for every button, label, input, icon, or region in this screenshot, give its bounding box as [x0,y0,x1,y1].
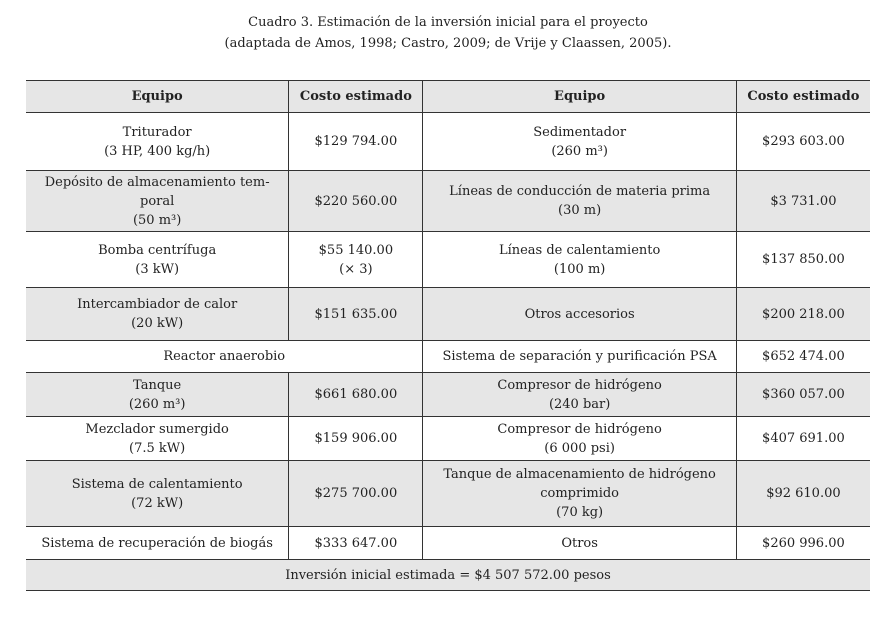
cost-cell: $220 560.00 [289,171,423,232]
cost-cell: $3 731.00 [736,171,870,232]
equipment-cell [26,288,289,341]
cell-text-line: Tanque [133,377,182,393]
equipment-cell [26,232,289,288]
equipment-cell: Otros accesorios [423,288,736,341]
cell-text-line: (70 kg) [556,505,604,520]
cell-text-line: (3 kW) [135,261,180,277]
equipment-cell [26,171,289,232]
cell-text-line: (× 3) [339,261,373,277]
cell-text-line: comprimido [540,486,620,501]
cell-text-line: Tanque de almacenamiento de hidrógeno [443,467,716,482]
cost-cell: $293 603.00 [736,113,870,171]
cell-text-line: Depósito de almacenamiento tem- [44,174,270,190]
cell-text-line: Líneas de conducción de materia prima [449,184,711,199]
table-row [26,341,870,373]
cell-text-line: poral [140,193,175,209]
cell-text-line: (260 m³) [128,396,186,412]
cell-text-line: (20 kW) [131,316,184,331]
total-investment: Inversión inicial estimada = $4 507 572.00 pesos [26,560,870,591]
equipment-cell [26,113,289,171]
table-row [26,417,870,461]
header-equipo: Equipo [26,81,289,113]
table-row [26,113,870,171]
equipment-cell [423,232,736,288]
header-costo-2: Costo estimado [736,81,870,113]
cell-text-line: (6 000 psi) [544,440,615,456]
cell-text-line: (100 m) [553,261,606,277]
equipment-cell [26,461,289,527]
cell-text-line: Mezclador sumergido [85,421,229,437]
header-equipo-2: Equipo [423,81,736,113]
section-label: Reactor anaerobio [26,341,423,373]
cost-cell: $200 218.00 [736,288,870,341]
table-caption [0,12,896,54]
cell-text-line: Sistema de calentamiento [71,476,243,492]
cost-cell: $407 691.00 [736,417,870,461]
cell-text-line: Compresor de hidrógeno [497,377,662,393]
equipment-cell [26,417,289,461]
cell-text-line: (240 bar) [548,396,611,412]
equipment-cell [423,373,736,417]
cell-text-line: (50 m³) [132,212,182,228]
equipment-cell: Otros [423,527,736,560]
cost-cell: $260 996.00 [736,527,870,560]
cell-text-line: Intercambiador de calor [77,297,238,312]
equipment-cell [423,417,736,461]
cell-text-line: (3 HP, 400 kg/h) [104,143,211,159]
equipment-cell: Sistema de recuperación de biogás [26,527,289,560]
cell-text-line: Líneas de calentamiento [498,242,661,258]
table-row [26,232,870,288]
cell-text-line: Triturador [122,124,192,140]
cell-text-line: (30 m) [558,203,602,218]
table-row [26,288,870,341]
cell-text-line: (7.5 kW) [129,440,186,456]
cost-cell: $151 635.00 [289,288,423,341]
cost-cell: $92 610.00 [736,461,870,527]
equipment-cell [423,171,736,232]
investment-table [26,80,870,591]
cost-cell: $137 850.00 [736,232,870,288]
cost-cell: $275 700.00 [289,461,423,527]
cell-text-line: (72 kW) [131,495,184,511]
cost-cell: $129 794.00 [289,113,423,171]
cell-text-line: Compresor de hidrógeno [497,421,662,437]
cost-cell: $652 474.00 [736,341,870,373]
cost-cell: $360 057.00 [736,373,870,417]
table-row [26,373,870,417]
total-row [26,560,870,591]
cell-text-line: Sedimentador [533,124,627,140]
equipment-cell [26,373,289,417]
equipment-cell: Sistema de separación y purificación PSA [423,341,736,373]
caption-source: (adaptada de Amos, 1998; Castro, 2009; de Vrije y Claassen, 2005). [224,36,672,51]
table-row [26,527,870,560]
header-row [26,81,870,113]
caption-title: Cuadro 3. Estimación de la inversión inicial para el proyecto [248,15,648,30]
cost-cell [289,232,423,288]
cell-text-line: $55 140.00 [318,242,394,258]
cell-text-line: Bomba centrífuga [98,242,217,258]
cost-cell: $159 906.00 [289,417,423,461]
table-row [26,461,870,527]
equipment-cell [423,461,736,527]
cell-text-line: (260 m³) [551,143,608,159]
table-row [26,171,870,232]
cost-cell: $333 647.00 [289,527,423,560]
equipment-cell [423,113,736,171]
header-costo: Costo estimado [289,81,423,113]
cost-cell: $661 680.00 [289,373,423,417]
